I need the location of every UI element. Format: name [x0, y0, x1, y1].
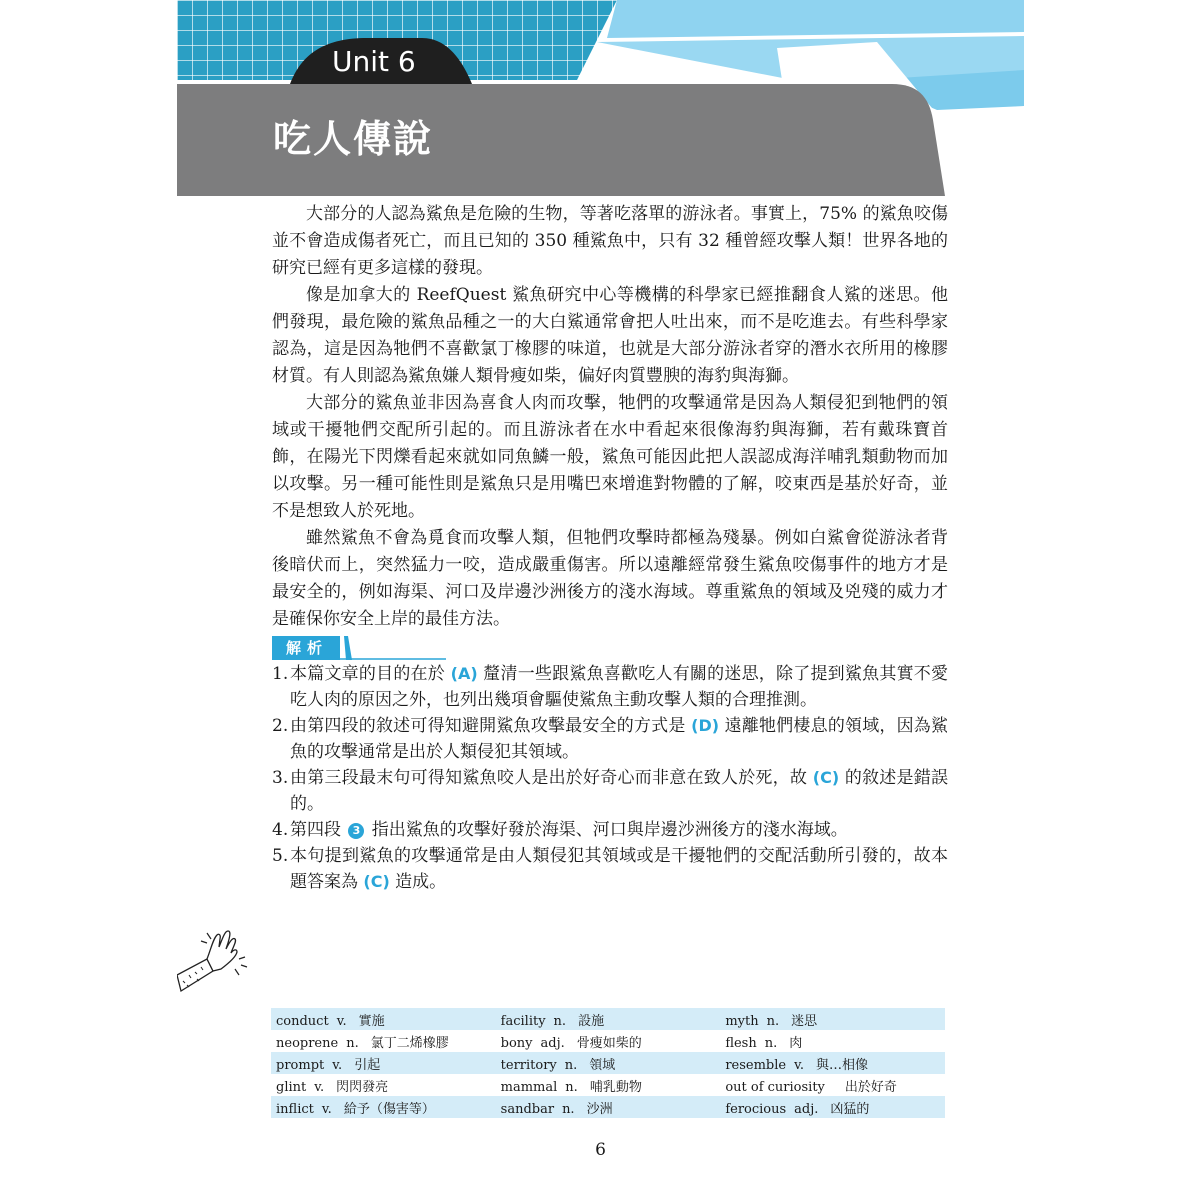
- vocab-cell: neoprene n. 氯丁二烯橡膠: [271, 1030, 496, 1052]
- item-text: 第四段 3 指出鯊魚的攻擊好發於海渠、河口與岸邊沙洲後方的淺水海域。: [290, 820, 848, 840]
- list-item: [272, 843, 948, 895]
- paragraph: 大部分的人認為鯊魚是危險的生物，等著吃落單的游泳者。事實上，75% 的鯊魚咬傷並不會造成傷者死亡，而且已知的 350 種鯊魚中，只有 32 種曾經攻擊人類！世界各地的研究已經有更多這樣的發現。: [272, 204, 948, 278]
- vocab-cell: glint v. 閃閃發亮: [271, 1074, 496, 1096]
- vocab-cell: resemble v. 與…相像: [720, 1052, 945, 1074]
- table-row: [271, 1030, 945, 1052]
- paragraph: 雖然鯊魚不會為覓食而攻擊人類，但牠們攻擊時都極為殘暴。例如白鯊會從游泳者背後暗伏而上，突然猛力一咬，造成嚴重傷害。所以遠離經常發生鯊魚咬傷事件的地方才是最安全的，例如海渠、河口及岸邊沙洲後方的淺水海域。尊重鯊魚的領域及兇殘的威力才是確保你安全上岸的最佳方法。: [272, 528, 948, 629]
- analysis-badge: [272, 636, 446, 660]
- answer-key: (C): [363, 872, 390, 891]
- article-body: [272, 201, 948, 633]
- answer-key: (C): [812, 768, 840, 787]
- analysis-label: 解析: [285, 639, 328, 657]
- vocab-cell: sandbar n. 沙洲: [496, 1096, 721, 1118]
- vocab-cell: bony adj. 骨瘦如柴的: [496, 1030, 721, 1052]
- list-item: [272, 661, 948, 713]
- item-text: 由第三段最末句可得知鯊魚咬人是出於好奇心而非意在致人於死，故 (C) 的敘述是錯誤的。: [290, 768, 949, 814]
- item-number: 3.: [272, 768, 289, 788]
- table-row: [271, 1008, 945, 1030]
- vocab-cell: facility n. 設施: [496, 1008, 721, 1030]
- table-row: [271, 1074, 945, 1096]
- item-number: 5.: [272, 846, 289, 866]
- list-item: [272, 713, 948, 765]
- header-banner: [177, 0, 1024, 196]
- answer-key: (A): [450, 664, 478, 683]
- page: [177, 0, 1024, 1200]
- vocab-cell: flesh n. 肉: [720, 1030, 945, 1052]
- analysis-list: [272, 661, 948, 895]
- vocab-cell: inflict v. 給予（傷害等）: [271, 1096, 496, 1118]
- paragraph: 像是加拿大的 ReefQuest 鯊魚研究中心等機構的科學家已經推翻食人鯊的迷思。他們發現，最危險的鯊魚品種之一的大白鯊通常會把人吐出來，而不是吃進去。有些科學家認為，這是因為牠們不喜歡氯丁橡膠的味道，也就是大部分游泳者穿的潛水衣所用的橡膠材質。有人則認為鯊魚嫌人類骨瘦如柴，偏好肉質豐腴的海豹與海獅。: [272, 285, 948, 386]
- hand-icon: [177, 925, 277, 1000]
- item-text: 由第四段的敘述可得知避開鯊魚攻擊最安全的方式是 (D) 遠離牠們棲息的領域，因為鯊魚的攻擊通常是出於人類侵犯其領域。: [290, 716, 949, 762]
- answer-key: (D): [691, 716, 720, 735]
- vocab-table: [271, 1008, 945, 1118]
- table-row: [271, 1096, 945, 1118]
- vocab-cell: ferocious adj. 凶猛的: [720, 1096, 945, 1118]
- table-row: [271, 1052, 945, 1074]
- page-title: 吃人傳說: [273, 116, 434, 161]
- unit-label: Unit 6: [332, 45, 416, 78]
- paragraph: 大部分的鯊魚並非因為喜食人肉而攻擊，牠們的攻擊通常是因為人類侵犯到牠們的領域或干擾牠們交配所引起的。而且游泳者在水中看起來很像海豹與海獅，若有戴珠寶首飾，在陽光下閃爍看起來就如同魚鱗一般，鯊魚可能因此把人誤認成海洋哺乳類動物而加以攻擊。另一種可能性則是鯊魚只是用嘴巴來增進對物體的了解，咬東西是基於好奇，並不是想致人於死地。: [272, 393, 948, 521]
- page-number: 6: [595, 1140, 606, 1160]
- item-number: 2.: [272, 716, 289, 736]
- vocab-cell: out of curiosity 出於好奇: [720, 1074, 945, 1096]
- list-item: [272, 765, 948, 817]
- list-item: [272, 817, 948, 843]
- item-text: 本篇文章的目的在於 (A) 釐清一些跟鯊魚喜歡吃人有關的迷思，除了提到鯊魚其實不愛吃人肉的原因之外，也列出幾項會驅使鯊魚主動攻擊人類的合理推測。: [290, 664, 949, 710]
- vocab-cell: mammal n. 哺乳動物: [496, 1074, 721, 1096]
- vocab-cell: territory n. 領域: [496, 1052, 721, 1074]
- item-text: 本句提到鯊魚的攻擊通常是由人類侵犯其領域或是干擾牠們的交配活動所引發的，故本題答案為 (C) 造成。: [290, 846, 948, 892]
- vocab-cell: myth n. 迷思: [720, 1008, 945, 1030]
- item-number: 1.: [272, 664, 289, 684]
- vocab-cell: conduct v. 實施: [271, 1008, 496, 1030]
- vocab-cell: prompt v. 引起: [271, 1052, 496, 1074]
- item-number: 4.: [272, 820, 289, 840]
- circled-number: 3: [348, 823, 364, 839]
